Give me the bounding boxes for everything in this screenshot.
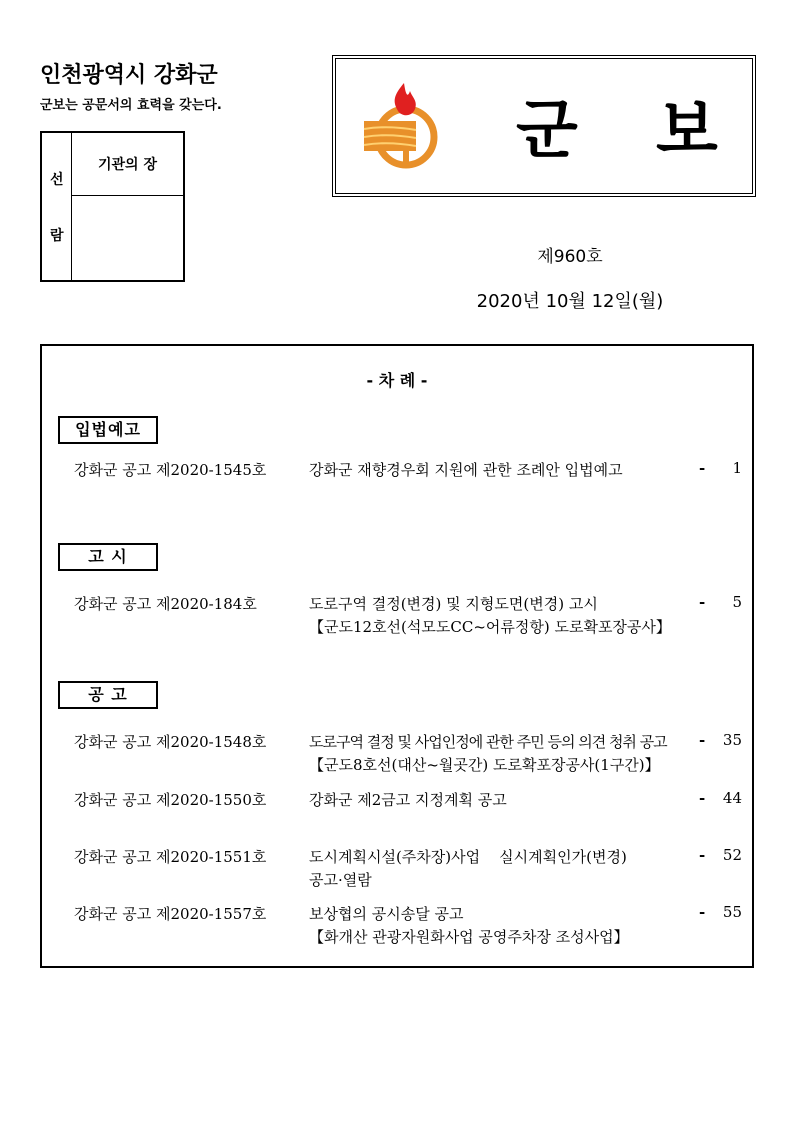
entry-number: 강화군 공고 제2020-1550호 [74, 791, 267, 809]
section-announcement: 고 시 [58, 543, 158, 571]
entry-title[interactable]: 도로구역 결정 및 사업인정에 관한 주민 등의 의견 청취 공고 [309, 733, 667, 751]
entry-page[interactable]: 35 [722, 731, 742, 749]
entry-dash: - [699, 789, 706, 807]
entry-page[interactable]: 55 [722, 903, 742, 921]
entry-dash: - [699, 593, 706, 611]
section-legislative-notice: 입법예고 [58, 416, 158, 444]
entry-page[interactable]: 5 [732, 593, 742, 611]
entry-number: 강화군 공고 제2020-1551호 [74, 848, 267, 866]
entry-number: 강화군 공고 제2020-1557호 [74, 905, 267, 923]
entry-title[interactable]: 보상협의 공시송달 공고 [309, 905, 464, 923]
entry-title[interactable]: 도시계획시설(주차장)사업 실시계획인가(변경) [309, 848, 627, 866]
toc-title: - 차 례 - [366, 371, 428, 390]
entry-dash: - [699, 846, 706, 864]
section-public-notice: 공 고 [58, 681, 158, 709]
entry-subtitle: 공고·열람 [309, 871, 372, 889]
entry-page[interactable]: 1 [732, 459, 742, 477]
entry-title[interactable]: 강화군 제2금고 지정계획 공고 [309, 791, 507, 809]
entry-number: 강화군 공고 제2020-1548호 [74, 733, 267, 751]
title-char-2: 보 [656, 94, 718, 168]
organization-name: 인천광역시 강화군 [40, 63, 218, 88]
entry-subtitle: 【군도12호선(석모도CC~어류정항) 도로확포장공사】 [309, 618, 671, 636]
entry-subtitle: 【화개산 관광자원화사업 공영주차장 조성사업】 [309, 928, 629, 946]
entry-number: 강화군 공고 제2020-184호 [74, 595, 257, 613]
entry-dash: - [699, 903, 706, 921]
table-of-contents [40, 344, 754, 968]
subtitle: 군보는 공문서의 효력을 갖는다. [40, 98, 222, 113]
issue-date: 2020년 10월 12일(월) [476, 291, 664, 312]
title-char-1: 군 [516, 94, 578, 168]
entry-subtitle: 【군도8호선(대산~월곳간) 도로확포장공사(1구간)】 [309, 756, 660, 774]
entry-number: 강화군 공고 제2020-1545호 [74, 461, 267, 479]
approval-label-1: 선 [50, 172, 64, 188]
entry-title[interactable]: 도로구역 결정(변경) 및 지형도면(변경) 고시 [309, 595, 598, 613]
approval-label-2: 람 [50, 228, 64, 244]
title-box [332, 55, 756, 197]
entry-dash: - [699, 731, 706, 749]
county-logo-icon [358, 81, 448, 173]
entry-page[interactable]: 44 [722, 789, 742, 807]
entry-page[interactable]: 52 [722, 846, 742, 864]
issue-number: 제960호 [537, 247, 603, 267]
entry-dash: - [699, 459, 706, 477]
approval-header: 기관의 장 [72, 133, 183, 196]
entry-title[interactable]: 강화군 재향경우회 지원에 관한 조례안 입법예고 [309, 461, 623, 479]
